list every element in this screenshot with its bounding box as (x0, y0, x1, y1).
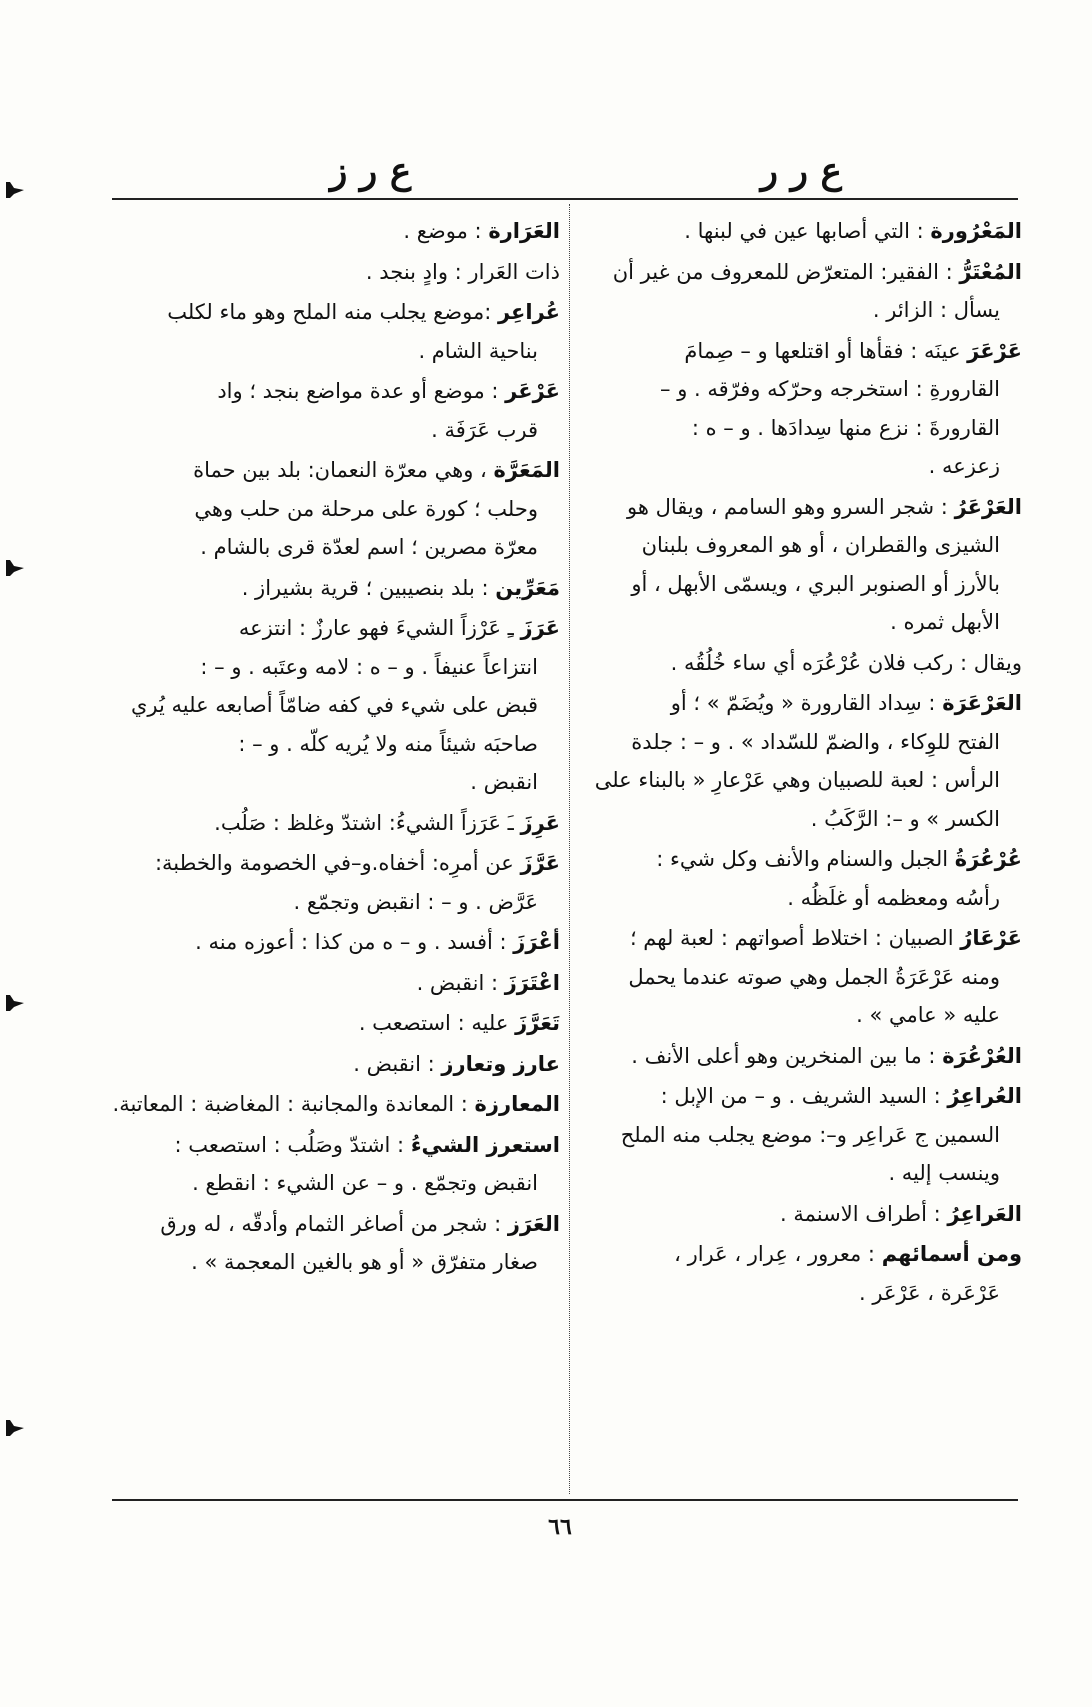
entry-definition: ـِ عَرْزاً الشيءَ فهو عارزٌ : انتزعه (238, 616, 514, 640)
entry-continuation: الرأس : لعبة للصبيان وهي عَرْعارِ « بالبناء على (594, 768, 1000, 792)
entry-continuation: بناحية الشام . (418, 338, 538, 363)
entry-line (580, 1235, 1022, 1274)
dictionary-entry (112, 923, 560, 962)
entry-line (580, 1077, 1022, 1116)
entry-line (112, 372, 560, 411)
entry-definition: ، وهي معرّة النعمان: بلد بين حماة (193, 458, 487, 482)
right-column (580, 212, 1022, 1314)
entry-definition: ذات العَرار : وادٍ بنجد . (365, 259, 560, 284)
entry-definition: : سِداد القارورة « ويُضَمّ » ؛ أو (670, 691, 936, 715)
entry-line (112, 804, 560, 843)
entry-headword: عُراعِر (497, 300, 560, 324)
entry-line (112, 451, 560, 490)
dictionary-entry (112, 1004, 560, 1043)
entry-line (112, 1045, 560, 1084)
entry-continuation: الأبهل ثمره . (890, 610, 1000, 634)
entry-headword: عُرْعُرَةُ (954, 847, 1022, 871)
entry-headword: تَعَرَّزَ (515, 1011, 560, 1035)
entry-definition: : السيد الشريف . و – من الإبل : (660, 1084, 941, 1108)
entry-line (112, 1126, 560, 1165)
entry-continuation: الفتح للوِكاء ، والضمّ للسّداد » . و – : جلدة (631, 729, 1000, 754)
margin-marker-icon (6, 1420, 26, 1436)
page-header-left: ع ر ز (330, 150, 412, 192)
entry-headword: المَعَرَّة (493, 458, 560, 482)
entry-definition: : شجر السرو وهو السامم ، ويقال هو (627, 494, 948, 519)
margin-marker-icon (6, 182, 26, 198)
entry-definition: : المعاندة والمجانبة : المغاضبة : المعاتبة. (112, 1092, 468, 1116)
entry-continuation: معرّة مصرين ؛ اسم لعدّة قرى بالشام . (200, 535, 538, 559)
entry-continuation: ومنه عَرْعَرَةُ الجمل وهي صوته عندما يحمل (628, 964, 1000, 989)
entry-line (112, 1205, 560, 1244)
dictionary-entry (112, 609, 560, 802)
entry-line (580, 1195, 1022, 1234)
entry-definition: الصبيان : اختلاط أصواتهم : لعبة لهم ؛ (629, 926, 954, 950)
entry-definition: : بلد بنصيبين ؛ قرية بشيراز . (241, 575, 489, 600)
dictionary-entry (112, 212, 560, 251)
entry-headword: العَرْعَرَة (942, 691, 1022, 715)
entry-line (112, 293, 560, 332)
entry-continuation: قرب عَرَفَة . (431, 417, 538, 442)
dictionary-entry (112, 372, 560, 449)
entry-continuation: رأسُه ومعظمه أو غلَظُه . (787, 885, 1000, 910)
entry-line (580, 840, 1022, 879)
dictionary-entry (112, 569, 560, 608)
entry-definition: :موضع يجلب منه الملح وهو ماء لكلب (167, 300, 492, 324)
entry-definition: ويقال : ركب فلان عُرْعُرَه أي ساء خُلُقُه . (670, 650, 1022, 675)
entry-headword: عَرَزَ (520, 616, 560, 640)
entry-line (580, 644, 1022, 683)
entry-definition: : معرور ، عِرار ، عَرار ، (674, 1242, 876, 1266)
entry-continuation: الشيزى والقطران ، أو هو المعروف بلبنان (641, 533, 1000, 557)
dictionary-entry (112, 293, 560, 370)
entry-headword: المَعْرُورة (930, 219, 1022, 243)
entry-line (112, 253, 560, 292)
entry-continuation: قبض على شيء في كفه ضامّاً أصابعه عليه يُري (130, 693, 538, 717)
dictionary-entry (580, 332, 1022, 486)
entry-continuation: وينسب إليه . (888, 1161, 1000, 1185)
entry-continuation: القارورةَ : نزع منها سِدادَها . و – ه : (691, 415, 1000, 440)
dictionary-entry (112, 1085, 560, 1124)
dictionary-entry (112, 451, 560, 567)
entry-headword: العَراعِرُ (947, 1201, 1022, 1226)
dictionary-entry (580, 919, 1022, 1035)
entry-continuation: السمين ج عَراعِر و–: موضع يجلب منه الملح (620, 1122, 1000, 1147)
entry-definition: ـَ عَرَزاً الشيءُ: اشتدّ وغلظ : صَلُب. (214, 810, 514, 835)
dictionary-entry (580, 840, 1022, 917)
entry-line (112, 609, 560, 648)
entry-definition: : انقبض . (353, 1051, 435, 1076)
entry-line (112, 1085, 560, 1124)
column-divider (569, 204, 570, 1494)
entry-line (112, 212, 560, 251)
margin-marker-icon (6, 995, 26, 1011)
entry-line (580, 919, 1022, 958)
entry-headword: عَرْعَر (505, 379, 560, 403)
entry-headword: أعْرَزَ (513, 930, 560, 954)
top-rule (112, 198, 1018, 200)
entry-continuation: عليه « عامي » . (856, 1003, 1000, 1027)
dictionary-entry (112, 1045, 560, 1084)
entry-continuation: زعزعه . (928, 454, 1000, 478)
entry-continuation: يسأل : الزائر . (872, 298, 1000, 322)
dictionary-entry (580, 253, 1022, 330)
dictionary-entry (112, 1126, 560, 1203)
entry-headword: العَرَارة (488, 219, 560, 243)
entry-headword: العَرَز (507, 1211, 560, 1236)
entry-line (580, 1037, 1022, 1076)
entry-continuation: الكسر » و –: الرَّكَبُ . (810, 806, 1000, 831)
page-header-right: ع ر ر (760, 150, 842, 192)
entry-headword: ومن أسمائهم (881, 1242, 1022, 1266)
dictionary-entry (112, 1205, 560, 1282)
entry-definition: : التي أصابها عين في لبنها . (684, 219, 924, 243)
entry-continuation: انقبض وتجمّع . و – عن الشيء : انقطع . (192, 1171, 538, 1195)
entry-line (112, 923, 560, 962)
page-number: ٦٦ (548, 1514, 572, 1540)
dictionary-entry (580, 212, 1022, 251)
entry-headword: عَرِزَ (520, 810, 560, 835)
dictionary-entry (580, 1077, 1022, 1193)
entry-definition: عليه : استصعب . (358, 1011, 509, 1035)
entry-line (580, 332, 1022, 371)
entry-line (580, 253, 1022, 292)
entry-continuation: القارورةِ : استخرجه وحرّكه وفرّقه . و – (660, 377, 1000, 401)
entry-continuation: صاحبَه شيئاً منه ولا يُريه كلّه . و – : (238, 731, 538, 756)
entry-headword: استعرز الشيءُ (410, 1132, 560, 1157)
dictionary-entry (580, 1195, 1022, 1234)
entry-headword: عارز وتعارز (441, 1051, 560, 1076)
entry-headword: العُرْعُرَة (942, 1043, 1022, 1068)
entry-line (112, 569, 560, 608)
dictionary-entry (580, 488, 1022, 642)
entry-continuation: عَرْعَرة ، عَرْعَر . (859, 1280, 1000, 1305)
entry-definition: : موضع أو عدة مواضع بنجد ؛ واد (217, 379, 499, 403)
dictionary-entry (580, 684, 1022, 838)
entry-headword: العُراعِرُ (947, 1084, 1022, 1108)
entry-definition: : انقبض . (416, 970, 499, 995)
entry-definition: : موضع . (403, 219, 482, 243)
entry-headword: العَرْعَرُ (954, 494, 1022, 519)
entry-headword: عَرْعَارُ (960, 926, 1022, 950)
entry-line (112, 844, 560, 883)
dictionary-entry (112, 804, 560, 843)
entry-continuation: انتزاعاً عنيفاً . و – ه : لامه وعتَبه . و – : (200, 654, 538, 679)
entry-line (580, 488, 1022, 527)
entry-headword: اعْتَرَزَ (504, 970, 560, 995)
dictionary-entry (112, 253, 560, 292)
entry-continuation: صغار متفرّق « أو هو بالغين المعجمة » . (191, 1250, 538, 1274)
left-column (112, 212, 560, 1284)
entry-continuation: بالأرز أو الصنوبر البري ، ويسمّى الأبهل ، أو (631, 571, 1000, 596)
entry-definition: : شجر من أصاغر الثمام وأدقّه ، له ورق (160, 1211, 502, 1236)
dictionary-entry (112, 964, 560, 1003)
entry-line (112, 1004, 560, 1043)
entry-definition: : أطراف الاسنمة . (780, 1201, 941, 1226)
entry-headword: المعارزة (474, 1092, 560, 1116)
entry-continuation: وحلب ؛ كورة على مرحلة من حلب وهي (194, 496, 538, 521)
dictionary-entry (112, 844, 560, 921)
entry-definition: : الفقير: المتعرّض للمعروف من غير أن (612, 259, 953, 284)
entry-definition: : اشتدّ وصَلُب : استصعب : (174, 1132, 405, 1157)
entry-line (580, 684, 1022, 723)
entry-definition: عن أمرِه: أخفاه.و–في الخصومة والخطبة: (154, 851, 514, 875)
entry-line (112, 964, 560, 1003)
dictionary-entry (580, 1235, 1022, 1312)
entry-headword: المُعْتَرُّ (959, 259, 1022, 284)
entry-headword: عَرْعَرَ (967, 338, 1022, 363)
entry-continuation: انقبض . (470, 770, 538, 794)
entry-definition: : أفسد . و – ه من كذا : أعوزه منه . (195, 930, 507, 954)
entry-headword: عَرَّزَ (520, 851, 560, 875)
entry-definition: الجبل والسنام والأنف وكل شيء : (656, 847, 949, 871)
entry-definition: : ما بين المنخرين وهو أعلى الأنف . (631, 1043, 936, 1068)
entry-headword: مَعَرِّين (495, 575, 560, 600)
margin-marker-icon (6, 560, 26, 576)
bottom-rule (112, 1499, 1018, 1501)
dictionary-entry (580, 1037, 1022, 1076)
entry-definition: عينَه : فقأها أو اقتلعها و – صِمامَ (684, 338, 961, 363)
entry-line (580, 212, 1022, 251)
entry-continuation: عَرَّض . و – : انقبض وتجمّع . (293, 889, 538, 914)
dictionary-entry (580, 644, 1022, 683)
